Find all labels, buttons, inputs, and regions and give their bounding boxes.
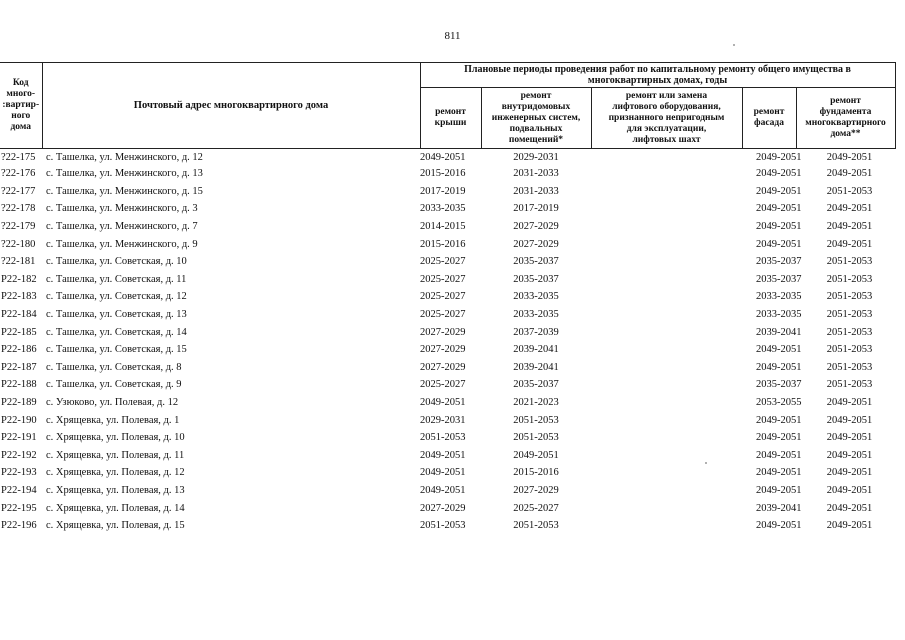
row-code: ?22-176 (1, 168, 36, 180)
row-systems: 2025-2027 (513, 502, 559, 514)
table-row (0, 218, 895, 236)
row-address: с. Ташелка, ул. Советская, д. 10 (46, 256, 187, 268)
row-code: P22-195 (1, 502, 37, 514)
row-elevator (591, 517, 742, 535)
row-systems: 2027-2029 (513, 484, 559, 496)
row-roof: 2051-2053 (420, 520, 466, 532)
row-elevator (591, 394, 742, 412)
row-roof: 2051-2053 (420, 432, 466, 444)
row-address: с. Ташелка, ул. Советская, д. 13 (46, 309, 187, 321)
table-row (0, 200, 895, 218)
row-elevator (591, 464, 742, 482)
table-row (0, 323, 895, 341)
row-elevator (591, 341, 742, 359)
row-foundation: 2051-2053 (826, 185, 873, 197)
row-code: P22-187 (1, 361, 37, 373)
row-code: P22-184 (1, 309, 37, 321)
row-code: ?22-181 (1, 256, 36, 268)
table-body (0, 149, 895, 535)
scan-speck (733, 44, 735, 46)
row-address: с. Хрящевка, ул. Полевая, д. 10 (46, 432, 185, 444)
row-elevator (591, 359, 742, 377)
row-facade: 2049-2051 (756, 344, 802, 356)
row-systems: 2049-2051 (513, 449, 559, 461)
row-elevator (591, 253, 742, 271)
row-foundation: 2049-2051 (826, 414, 873, 426)
header-facade: ремонт фасада (742, 88, 796, 149)
row-foundation: 2049-2051 (826, 397, 873, 409)
row-address: с. Хрящевка, ул. Полевая, д. 11 (46, 449, 185, 461)
row-elevator (591, 499, 742, 517)
row-roof: 2049-2051 (420, 467, 466, 479)
row-facade: 2049-2051 (756, 151, 802, 163)
row-roof: 2049-2051 (420, 484, 466, 496)
table-row (0, 376, 895, 394)
row-roof: 2025-2027 (420, 309, 466, 321)
row-elevator (591, 482, 742, 500)
row-facade: 2053-2055 (756, 397, 802, 409)
row-address: с. Ташелка, ул. Менжинского, д. 15 (46, 185, 203, 197)
row-address: с. Ташелка, ул. Менжинского, д. 7 (46, 221, 198, 233)
row-address: с. Ташелка, ул. Менжинского, д. 3 (46, 203, 198, 215)
row-systems: 2027-2029 (513, 238, 559, 250)
row-systems: 2033-2035 (513, 309, 559, 321)
row-roof: 2049-2051 (420, 449, 466, 461)
row-roof: 2017-2019 (420, 185, 466, 197)
row-systems: 2029-2031 (513, 151, 559, 163)
row-facade: 2049-2051 (756, 467, 802, 479)
table-row (0, 271, 895, 289)
row-roof: 2027-2029 (420, 502, 466, 514)
table-row (0, 235, 895, 253)
row-facade: 2049-2051 (756, 432, 802, 444)
table-row (0, 482, 895, 500)
row-foundation: 2049-2051 (826, 168, 873, 180)
row-systems: 2021-2023 (513, 397, 559, 409)
row-systems: 2051-2053 (513, 414, 559, 426)
row-facade: 2049-2051 (756, 203, 802, 215)
row-facade: 2049-2051 (756, 361, 802, 373)
row-systems: 2035-2037 (513, 379, 559, 391)
row-code: ?22-179 (1, 221, 36, 233)
row-systems: 2027-2029 (513, 221, 559, 233)
row-elevator (591, 447, 742, 465)
scan-speck (705, 462, 707, 464)
row-foundation: 2049-2051 (826, 221, 873, 233)
row-elevator (591, 149, 742, 166)
row-facade: 2049-2051 (756, 449, 802, 461)
row-foundation: 2049-2051 (826, 502, 873, 514)
row-code: ?22-177 (1, 185, 36, 197)
row-address: с. Ташелка, ул. Советская, д. 14 (46, 326, 187, 338)
table-row (0, 165, 895, 183)
row-systems: 2031-2033 (513, 185, 559, 197)
row-roof: 2027-2029 (420, 344, 466, 356)
row-systems: 2035-2037 (513, 273, 559, 285)
row-foundation: 2049-2051 (826, 520, 873, 532)
row-roof: 2033-2035 (420, 203, 466, 215)
row-elevator (591, 376, 742, 394)
table-row (0, 429, 895, 447)
table-row (0, 517, 895, 535)
row-roof: 2049-2051 (420, 151, 466, 163)
row-address: с. Ташелка, ул. Советская, д. 8 (46, 361, 182, 373)
header-roof: ремонт крыши (420, 88, 481, 149)
page-number: 811 (444, 30, 461, 42)
row-address: с. Хрящевка, ул. Полевая, д. 14 (46, 502, 185, 514)
row-facade: 2049-2051 (756, 238, 802, 250)
table-row (0, 341, 895, 359)
row-address: с. Ташелка, ул. Советская, д. 12 (46, 291, 187, 303)
row-foundation: 2051-2053 (826, 256, 873, 268)
row-code: P22-189 (1, 397, 37, 409)
table-row (0, 288, 895, 306)
row-elevator (591, 288, 742, 306)
row-code: P22-183 (1, 291, 37, 303)
row-foundation: 2049-2051 (826, 432, 873, 444)
row-address: с. Хрящевка, ул. Полевая, д. 1 (46, 414, 180, 426)
row-code: P22-186 (1, 344, 37, 356)
row-roof: 2029-2031 (420, 414, 466, 426)
row-elevator (591, 165, 742, 183)
table-row (0, 306, 895, 324)
row-systems: 2017-2019 (513, 203, 559, 215)
row-address: с. Ташелка, ул. Советская, д. 11 (46, 273, 187, 285)
row-roof: 2025-2027 (420, 256, 466, 268)
row-systems: 2037-2039 (513, 326, 559, 338)
row-foundation: 2051-2053 (826, 344, 873, 356)
row-systems: 2031-2033 (513, 168, 559, 180)
row-elevator (591, 429, 742, 447)
row-systems: 2039-2041 (513, 344, 559, 356)
row-address: с. Ташелка, ул. Советская, д. 9 (46, 379, 182, 391)
row-address: с. Хрящевка, ул. Полевая, д. 13 (46, 484, 185, 496)
row-code: ?22-175 (1, 151, 36, 163)
row-code: P22-182 (1, 273, 37, 285)
row-code: P22-196 (1, 520, 37, 532)
row-foundation: 2049-2051 (826, 151, 873, 163)
row-facade: 2049-2051 (756, 484, 802, 496)
row-facade: 2035-2037 (756, 256, 802, 268)
row-foundation: 2049-2051 (826, 467, 873, 479)
row-foundation: 2049-2051 (826, 449, 873, 461)
row-address: с. Хрящевка, ул. Полевая, д. 12 (46, 467, 185, 479)
row-facade: 2035-2037 (756, 273, 802, 285)
row-code: P22-191 (1, 432, 37, 444)
row-code: ?22-180 (1, 238, 36, 250)
row-code: ?22-178 (1, 203, 36, 215)
row-facade: 2049-2051 (756, 221, 802, 233)
row-foundation: 2051-2053 (826, 309, 873, 321)
row-elevator (591, 200, 742, 218)
row-foundation: 2051-2053 (826, 326, 873, 338)
row-roof: 2049-2051 (420, 397, 466, 409)
row-address: с. Ташелка, ул. Советская, д. 15 (46, 344, 187, 356)
row-address: с. Ташелка, ул. Менжинского, д. 12 (46, 151, 203, 163)
row-elevator (591, 411, 742, 429)
row-systems: 2035-2037 (513, 256, 559, 268)
row-roof: 2027-2029 (420, 361, 466, 373)
row-roof: 2014-2015 (420, 221, 466, 233)
row-foundation: 2051-2053 (826, 291, 873, 303)
row-systems: 2051-2053 (513, 520, 559, 532)
header-code: Код много- :вартир- ного дома (0, 63, 42, 149)
header-foundation: ремонт фундамента многоквартирного дома** (796, 88, 895, 149)
row-foundation: 2049-2051 (826, 484, 873, 496)
row-foundation: 2049-2051 (826, 238, 873, 250)
row-code: P22-193 (1, 467, 37, 479)
row-facade: 2033-2035 (756, 291, 802, 303)
row-facade: 2035-2037 (756, 379, 802, 391)
row-facade: 2039-2041 (756, 326, 802, 338)
table-row (0, 359, 895, 377)
table-row (0, 499, 895, 517)
row-address: с. Ташелка, ул. Менжинского, д. 13 (46, 168, 203, 180)
row-foundation: 2049-2051 (826, 203, 873, 215)
row-address: с. Ташелка, ул. Менжинского, д. 9 (46, 238, 198, 250)
row-facade: 2049-2051 (756, 168, 802, 180)
row-code: P22-192 (1, 449, 37, 461)
row-systems: 2033-2035 (513, 291, 559, 303)
table-row (0, 183, 895, 201)
row-facade: 2049-2051 (756, 185, 802, 197)
table-row (0, 253, 895, 271)
row-facade: 2049-2051 (756, 414, 802, 426)
row-elevator (591, 183, 742, 201)
table-row (0, 149, 895, 166)
row-systems: 2051-2053 (513, 432, 559, 444)
table-row (0, 394, 895, 412)
row-facade: 2049-2051 (756, 520, 802, 532)
row-roof: 2015-2016 (420, 168, 466, 180)
row-code: P22-185 (1, 326, 37, 338)
header-elevator: ремонт или замена лифтового оборудования, признанного непригодным для эксплуатации, лифтовых шахт (591, 88, 742, 149)
row-roof: 2025-2027 (420, 273, 466, 285)
row-address: с. Хрящевка, ул. Полевая, д. 15 (46, 520, 185, 532)
row-elevator (591, 218, 742, 236)
capital-repair-table (0, 62, 896, 534)
row-facade: 2033-2035 (756, 309, 802, 321)
row-elevator (591, 323, 742, 341)
row-elevator (591, 306, 742, 324)
row-roof: 2025-2027 (420, 379, 466, 391)
header-periods-title: Плановые периоды проведения работ по капитальному ремонту общего имущества в многоквартирных домах, годы (420, 63, 895, 88)
row-systems: 2015-2016 (513, 467, 559, 479)
row-code: P22-194 (1, 484, 37, 496)
row-elevator (591, 271, 742, 289)
row-foundation: 2051-2053 (826, 273, 873, 285)
row-roof: 2015-2016 (420, 238, 466, 250)
row-foundation: 2051-2053 (826, 379, 873, 391)
header-address: Почтовый адрес многоквартирного дома (42, 63, 420, 149)
row-systems: 2039-2041 (513, 361, 559, 373)
row-foundation: 2051-2053 (826, 361, 873, 373)
table-row (0, 447, 895, 465)
row-elevator (591, 235, 742, 253)
row-facade: 2039-2041 (756, 502, 802, 514)
row-roof: 2027-2029 (420, 326, 466, 338)
table-row (0, 464, 895, 482)
row-code: P22-188 (1, 379, 37, 391)
table-row (0, 411, 895, 429)
row-code: P22-190 (1, 414, 37, 426)
row-roof: 2025-2027 (420, 291, 466, 303)
row-address: с. Узюково, ул. Полевая, д. 12 (46, 397, 179, 409)
header-systems: ремонт внутридомовых инженерных систем, подвальных помещений* (481, 88, 591, 149)
